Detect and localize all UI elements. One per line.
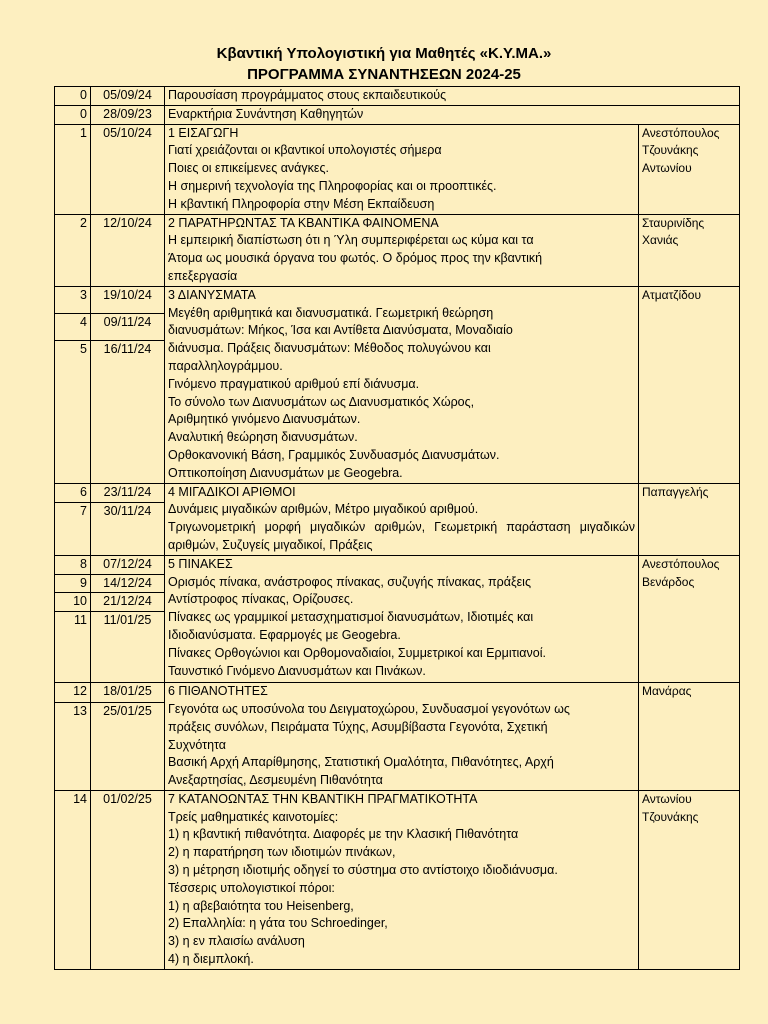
session-number: 11: [55, 612, 91, 683]
table-row: [55, 105, 740, 124]
session-number: 10: [55, 593, 91, 612]
presenters: Ανεστόπουλος Βενάρδος: [639, 555, 740, 682]
section-heading: 6 ΠΙΘΑΝΟΤΗΤΕΣ: [168, 684, 268, 699]
document-title: Κβαντική Υπολογιστική για Μαθητές «Κ.Υ.ΜΑ.»: [216, 45, 552, 62]
session-number: 6: [55, 483, 91, 502]
section-heading: 3 ΔΙΑΝΥΣΜΑΤΑ: [168, 287, 256, 302]
session-date: 11/01/25: [91, 612, 165, 683]
session-date: 07/12/24: [91, 555, 165, 574]
table-row: [55, 683, 740, 703]
session-number: 0: [55, 105, 91, 124]
session-number: 2: [55, 214, 91, 286]
session-topic: Εναρκτήρια Συνάντηση Καθηγητών: [165, 105, 740, 124]
table-row: [55, 286, 740, 313]
table-row: [55, 555, 740, 574]
section-heading: 1 ΕΙΣΑΓΩΓΗ: [168, 125, 239, 140]
section-content: 3 ΔΙΑΝΥΣΜΑΤΑ Μεγέθη αριθμητικά και διανυσματικά. Γεωμετρική θεώρηση διανυσμάτων: Μήκος, Ίσα και Αντίθετα Διανύσματα, Μοναδιαίο διάνυσμα. Πράξεις διανυσμάτων: Μέθοδος πολυγώνου και παραλληλογράμμου. Γινόμενο πραγματικού αριθμού επί διάνυσμα. Το σύνολο των Διανυσμάτων ως Διανυσματικός Χώρος, Αριθμητικό γινόμενο Διανυσμάτων. Αναλυτική θεώρηση διανυσμάτων. Ορθοκανονική Βάση, Γραμμικός Συνδυασμός Διανυσμάτων. Οπτικοποίηση Διανυσμάτων με Geogebra.: [165, 286, 639, 483]
session-date: 12/10/24: [91, 214, 165, 286]
table-row: [55, 483, 740, 502]
presenters: Παπαγγελής: [639, 483, 740, 555]
session-date: 14/12/24: [91, 574, 165, 593]
section-heading: 4 ΜΙΓΑΔΙΚΟΙ ΑΡΙΘΜΟΙ: [168, 484, 296, 499]
session-date: 18/01/25: [91, 683, 165, 703]
section-heading: 2 ΠΑΡΑΤΗΡΩΝΤΑΣ ΤΑ ΚΒΑΝΤΙΚΑ ΦΑΙΝΟΜΕΝΑ: [168, 215, 439, 230]
session-date: 28/09/23: [91, 105, 165, 124]
section-content: 7 ΚΑΤΑΝΟΩΝΤΑΣ ΤΗΝ ΚΒΑΝΤΙΚΗ ΠΡΑΓΜΑΤΙΚΟΤΗΤΑ Τρείς μαθηματικές καινοτομίες: 1) η κβαντική πιθανότητα. Διαφορές με την Κλασική Πιθανότητα 2) η παρατήρηση των ιδιοτιμών πινάκων, 3) η μέτρηση ιδιοτιμής οδηγεί το σύστημα στο αντίστοιχο ιδιοδιάνυσμα. Τέσσερις υπολογιστικοί πόροι: 1) η αβεβαιότητα του Heisenberg, 2) Επαλληλία: η γάτα του Schroedinger, 3) η εν πλαισίω ανάλυση 4) η διεμπλοκή.: [165, 790, 639, 969]
table-row: [55, 790, 740, 969]
session-number: 14: [55, 790, 91, 969]
session-number: 0: [55, 87, 91, 106]
session-date: 25/01/25: [91, 702, 165, 790]
presenters: Ατματζίδου: [639, 286, 740, 483]
presenters: Αντωνίου Τζουνάκης: [639, 790, 740, 969]
session-number: 7: [55, 502, 91, 555]
section-content: 1 ΕΙΣΑΓΩΓΗ Γιατί χρειάζονται οι κβαντικοί υπολογιστές σήμερα Ποιες οι επικείμενες ανάγκες. Η σημερινή τεχνολογία της Πληροφορίας και οι προοπτικές. Η κβαντική Πληροφορία στην Μέση Εκπαίδευση: [165, 124, 639, 214]
session-date: 21/12/24: [91, 593, 165, 612]
session-date: 05/09/24: [91, 87, 165, 106]
section-content: 2 ΠΑΡΑΤΗΡΩΝΤΑΣ ΤΑ ΚΒΑΝΤΙΚΑ ΦΑΙΝΟΜΕΝΑ Η εμπειρική διαπίστωση ότι η Ύλη συμπεριφέρεται ως κύμα και τα Άτομα ως μουσικά όργανα του φωτός. Ο δρόμος προς την κβαντική επεξεργασία: [165, 214, 639, 286]
session-number: 8: [55, 555, 91, 574]
schedule-table: [54, 86, 740, 970]
session-number: 4: [55, 313, 91, 340]
section-heading: 5 ΠΙΝΑΚΕΣ: [168, 556, 233, 571]
session-date: 30/11/24: [91, 502, 165, 555]
section-content: 5 ΠΙΝΑΚΕΣ Ορισμός πίνακα, ανάστροφος πίνακας, συζυγής πίνακας, πράξεις Αντίστροφος πίνακας, Ορίζουσες. Πίνακες ως γραμμικοί μετασχηματισμοί διανυσμάτων, Ιδιοτιμές και Ιδιοδιανύσματα. Εφαρμογές με Geogebra. Πίνακες Ορθογώνιοι και Ορθομοναδιαίοι, Συμμετρικοί και Ερμιτιανοί. Ταυνστικό Γινόμενο Διανυσμάτων και Πινάκων.: [165, 555, 639, 682]
session-number: 5: [55, 340, 91, 483]
session-number: 13: [55, 702, 91, 790]
session-date: 19/10/24: [91, 286, 165, 313]
session-number: 9: [55, 574, 91, 593]
section-content: 6 ΠΙΘΑΝΟΤΗΤΕΣ Γεγονότα ως υποσύνολα του Δειγματοχώρου, Συνδυασμοί γεγονότων ως πράξεις συνόλων, Πειράματα Τύχης, Ασυμβίβαστα Γεγονότα, Σχετική Συχνότητα Βασική Αρχή Απαρίθμησης, Στατιστική Ομαλότητα, Πιθανότητες, Αρχή Ανεξαρτησίας, Δεσμευμένη Πιθανότητα: [165, 683, 639, 791]
section-heading: 7 ΚΑΤΑΝΟΩΝΤΑΣ ΤΗΝ ΚΒΑΝΤΙΚΗ ΠΡΑΓΜΑΤΙΚΟΤΗΤΑ: [168, 791, 478, 806]
table-row: [55, 124, 740, 214]
section-content: 4 ΜΙΓΑΔΙΚΟΙ ΑΡΙΘΜΟΙ Δυνάμεις μιγαδικών αριθμών, Μέτρο μιγαδικού αριθμού. Τριγωνομετρική μορφή μιγαδικών αριθμών, Γεωμετρική παράσταση μιγαδικών αριθμών, Συζυγείς μιγαδικοί, Πράξεις: [165, 483, 639, 555]
session-number: 12: [55, 683, 91, 703]
presenters: Σταυρινίδης Χανιάς: [639, 214, 740, 286]
document-subtitle: ΠΡΟΓΡΑΜΜΑ ΣΥΝΑΝΤΗΣΕΩΝ 2024-25: [247, 66, 521, 83]
session-date: 16/11/24: [91, 340, 165, 483]
session-number: 3: [55, 286, 91, 313]
session-date: 01/02/25: [91, 790, 165, 969]
table-row: [55, 87, 740, 106]
session-date: 09/11/24: [91, 313, 165, 340]
presenters: Μανάρας: [639, 683, 740, 791]
session-date: 23/11/24: [91, 483, 165, 502]
session-number: 1: [55, 124, 91, 214]
session-date: 05/10/24: [91, 124, 165, 214]
session-topic: Παρουσίαση προγράμματος στους εκπαιδευτικούς: [165, 87, 740, 106]
presenters: Ανεστόπουλος Τζουνάκης Αντωνίου: [639, 124, 740, 214]
table-row: [55, 214, 740, 286]
